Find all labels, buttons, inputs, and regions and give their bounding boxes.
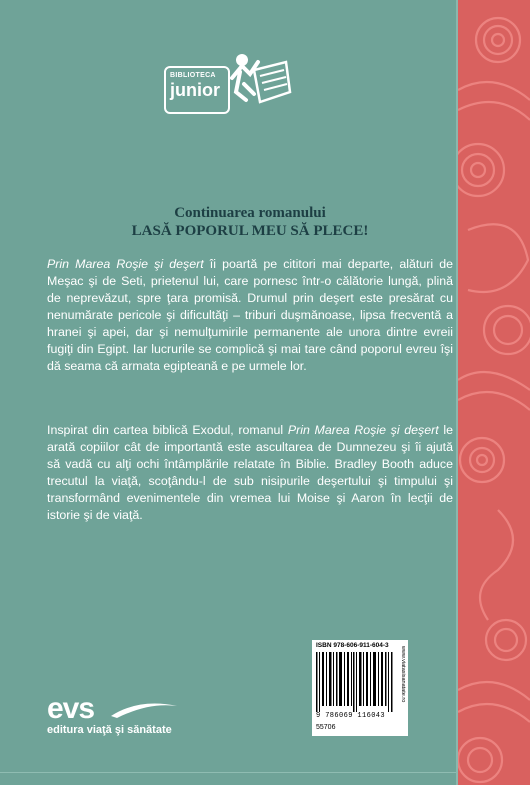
publisher-name: editura viaţă şi sănătate — [47, 724, 172, 736]
intro-line1: Continuarea romanului — [174, 205, 326, 221]
publisher-logo — [47, 694, 187, 742]
bottom-rule-divider — [0, 772, 456, 773]
publisher-mark: evs — [47, 692, 95, 725]
swoosh-icon — [109, 698, 179, 720]
paragraph-1-text: îi poartă pe cititori mai departe, alături de Meşac şi de Seti, prietenul lui, care pornesc într-o călătorie lungă, plină de neprevăzut, spre ţara promisă. Drumul prin deşert este presărat cu nenumărate pericole şi dificultăţi – triburi duşmănoase, lipsa frecventă a hranei şi apei, dar şi nemulţumirile permanente ale unora dintre evreii fugiţi din Egipt. Iar lucrurile se complică şi mai tare când poporul evreu îşi dă seama că armata egipteană e pe urmele lor. — [47, 257, 453, 373]
book-title-italic: Prin Marea Roşie şi deşert — [287, 423, 439, 437]
barcode-bars-icon — [316, 652, 394, 712]
publisher-url: www.viatasisanatate.ro — [400, 646, 406, 703]
decorative-band — [458, 0, 530, 785]
paragraph-2-text-before: Inspirat din cartea biblică Exodul, romanul — [47, 423, 288, 437]
paragraph-2-text-after: le arată copiilor cât de importantă este ascultarea de Dumnezeu şi îi ajută să vadă cu alţi ochi întâmplările relatate în Biblie. Bradley Booth aduce trecutul la viaţă, scoţându-l de sub nisipurile deşertului şi timpului şi transformând evenimentele din vremea lui Moise şi Aaron în lecţii de istorie şi de viaţă. — [47, 423, 453, 522]
logo-line2: junior — [170, 80, 220, 100]
biblioteca-junior-logo — [162, 52, 296, 112]
description-paragraph-2 — [47, 422, 453, 524]
product-code: 55706 — [316, 724, 336, 731]
logo-line1: BIBLIOTECA — [170, 72, 216, 79]
book-title-italic: Prin Marea Roşie şi deşert — [47, 257, 204, 271]
intro-series-title: LASĂ POPORUL MEU SĂ PLECE! — [131, 223, 369, 239]
description-paragraph-1 — [47, 256, 453, 375]
isbn-label: ISBN 978-606-911-604-3 — [316, 642, 389, 649]
barcode-digits: 9 786069 116043 — [316, 712, 386, 720]
swirl-pattern-icon — [458, 0, 530, 785]
isbn-barcode — [312, 640, 408, 736]
reading-child-icon — [224, 52, 294, 112]
